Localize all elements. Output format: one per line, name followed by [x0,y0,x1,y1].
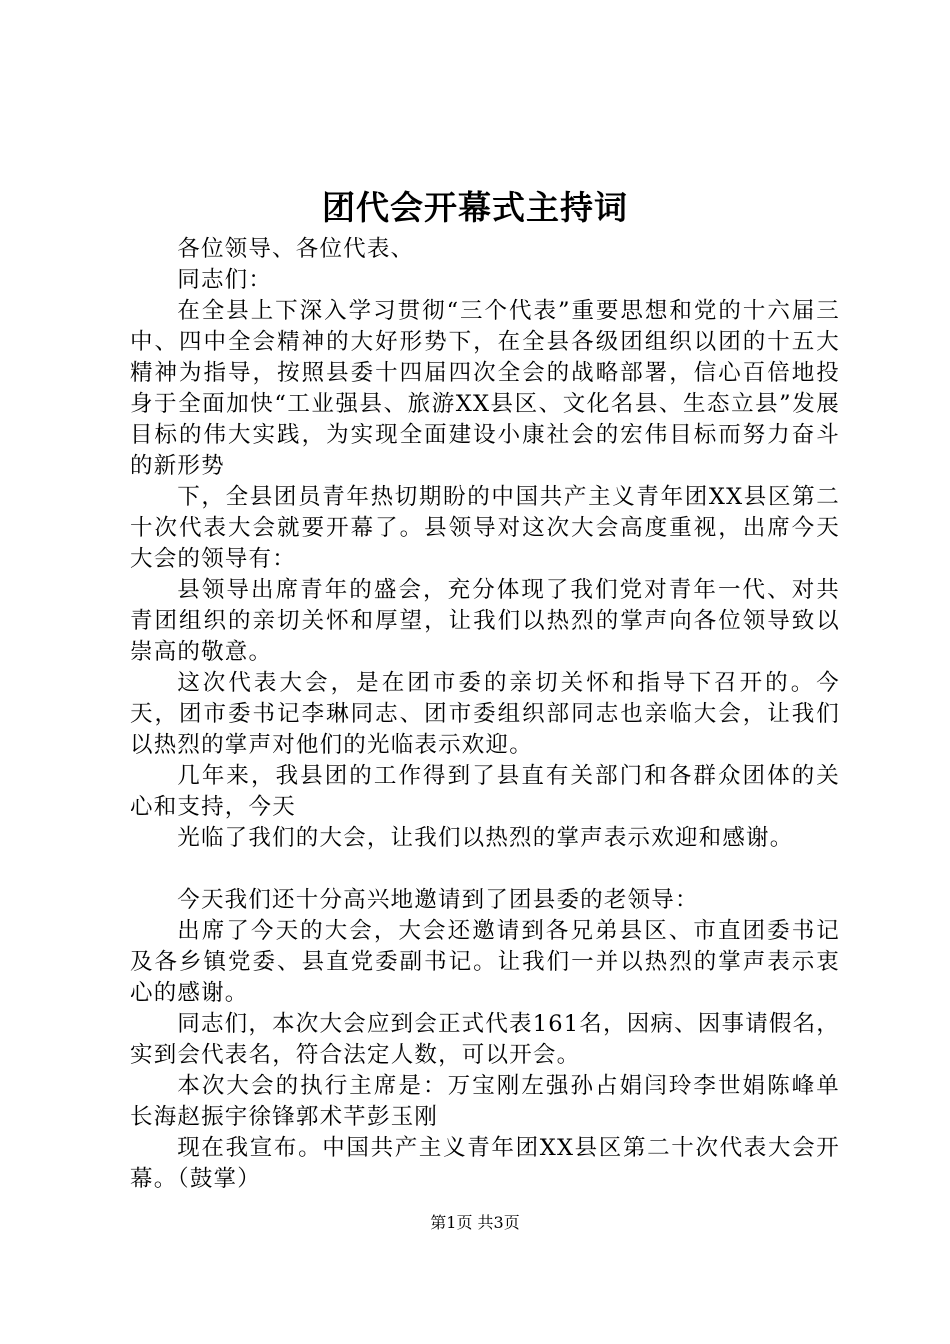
paragraph: 在全县上下深入学习贯彻“三个代表”重要思想和党的十六届三中、四中全会精神的大好形势下，在全县各级团组织以团的十五大精神为指导，按照县委十四届四次全会的战略部署，信心百倍地投身于全面加快“工业强县、旅游XX县区、文化名县、生态立县”发展目标的伟大实践，为实现全面建设小康社会的宏伟目标而努力奋斗的新形势 [130,298,840,479]
paragraph: 光临了我们的大会，让我们以热烈的掌声表示欢迎和感谢。 [177,825,794,851]
paragraph: 今天我们还十分高兴地邀请到了团县委的老领导： [177,887,699,913]
paragraph: 县领导出席青年的盛会，充分体现了我们党对青年一代、对共青团组织的亲切关怀和厚望，让我们以热烈的掌声向各位领导致以崇高的敬意。 [130,577,840,665]
paragraph: 同志们，本次大会应到会正式代表161名，因病、因事请假名，实到会代表名，符合法定人数，可以开会。 [130,1011,840,1068]
document-body [130,234,840,1195]
paragraph: 这次代表大会，是在团市委的亲切关怀和指导下召开的。今天，团市委书记李琳同志、团市委组织部同志也亲临大会，让我们以热烈的掌声对他们的光临表示欢迎。 [130,670,840,758]
paragraph: 几年来，我县团的工作得到了县直有关部门和各群众团体的关心和支持，今天 [130,763,840,820]
paragraph: 同志们： [177,267,273,293]
page-title: 团代会开幕式主持词 [322,188,628,227]
blank-line [130,854,840,885]
paragraph: 现在我宣布。中国共产主义青年团XX县区第二十次代表大会开幕。（鼓掌） [130,1135,840,1192]
paragraph: 各位领导、各位代表、 [177,236,415,262]
paragraph: 下，全县团员青年热切期盼的中国共产主义青年团XX县区第二十次代表大会就要开幕了。县领导对这次大会高度重视，出席今天大会的领导有： [130,484,840,572]
paragraph: 本次大会的执行主席是：万宝刚左强孙占娟闫玲李世娟陈峰单长海赵振宇徐锋郭术芊彭玉刚 [130,1073,840,1130]
paragraph: 出席了今天的大会，大会还邀请到各兄弟县区、市直团委书记及各乡镇党委、县直党委副书记。让我们一并以热烈的掌声表示衷心的感谢。 [130,918,840,1006]
page-number: 第1页 共3页 [430,1213,520,1232]
